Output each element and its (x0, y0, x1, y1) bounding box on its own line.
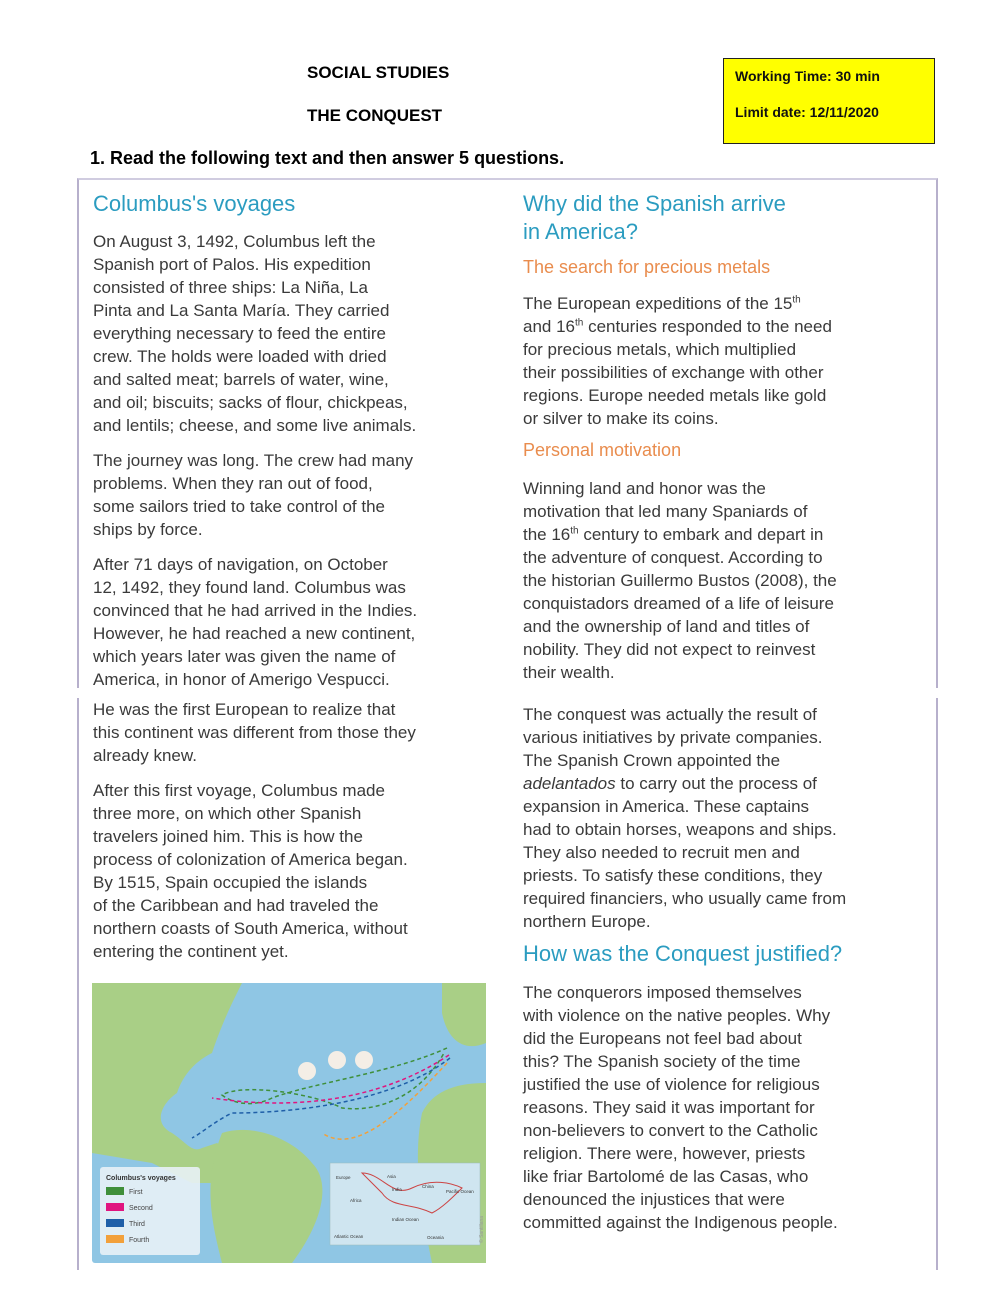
text-line: three more, on which other Spanish (93, 804, 362, 823)
paragraph (523, 703, 846, 933)
paragraph (93, 230, 416, 437)
text-line: and the ownership of land and titles of (523, 617, 810, 636)
text-line: justified the use of violence for religious (523, 1075, 820, 1094)
text-line: Spanish port of Palos. His expedition (93, 255, 371, 274)
text-line: ships by force. (93, 520, 203, 539)
text-line: However, he had reached a new continent, (93, 624, 416, 643)
text-line: consisted of three ships: La Niña, La (93, 278, 368, 297)
text-line: some sailors tried to take control of the (93, 497, 385, 516)
text-line: northern coasts of South America, without (93, 919, 408, 938)
legend-swatch (106, 1203, 124, 1211)
text-line: travelers joined him. This is how the (93, 827, 363, 846)
text-line: America, in honor of Amerigo Vespucci. (93, 670, 390, 689)
inset-label: India (392, 1187, 402, 1192)
text-line: After 71 days of navigation, on October (93, 555, 388, 574)
text-line: Pinta and La Santa María. They carried (93, 301, 390, 320)
legend-label: First (129, 1189, 143, 1196)
inset-label: Europe (336, 1175, 351, 1180)
text-line: various initiatives by private companies. (523, 728, 823, 747)
paragraph (523, 477, 837, 684)
text-line: motivation that led many Spaniards of (523, 502, 808, 521)
legend-swatch (106, 1235, 124, 1243)
text-line: and lentils; cheese, and some live animals. (93, 416, 417, 435)
text-line: conquistadors dreamed of a life of leisure (523, 594, 834, 613)
text-line: crew. The holds were loaded with dried (93, 347, 387, 366)
columbus-voyages-map (92, 983, 486, 1263)
text-line: nobility. They did not expect to reinvest (523, 640, 816, 659)
text-line: non-believers to convert to the Catholic (523, 1121, 818, 1140)
text-line: On August 3, 1492, Columbus left the (93, 232, 376, 251)
map-credit: © Santillana (479, 1215, 485, 1243)
text-line: the 16th century to embark and depart in (523, 525, 824, 544)
paragraph (523, 292, 832, 430)
text-line: had to obtain horses, weapons and ships. (523, 820, 837, 839)
text-line: for precious metals, which multiplied (523, 340, 797, 359)
paragraph (93, 698, 416, 767)
text-line: of the Caribbean and had traveled the (93, 896, 379, 915)
text-line: with violence on the native peoples. Why (523, 1006, 831, 1025)
topic-title: THE CONQUEST (307, 106, 443, 125)
legend-title: Columbus's voyages (106, 1175, 176, 1182)
paragraph (93, 779, 408, 963)
text-line: which years later was given the name of (93, 647, 396, 666)
text-line: this? The Spanish society of the time (523, 1052, 801, 1071)
inset-map (330, 1163, 480, 1245)
inset-label: Pacific Ocean (446, 1189, 474, 1194)
legend-label: Third (129, 1221, 145, 1228)
text-line: process of colonization of America began. (93, 850, 408, 869)
legend-swatch (106, 1187, 124, 1195)
text-line: adelantados to carry out the process of (523, 774, 817, 793)
working-time: Working Time: 30 min (735, 68, 880, 84)
legend-label: Second (129, 1205, 153, 1212)
text-line: The journey was long. The crew had many (93, 451, 414, 470)
text-line: Winning land and honor was the (523, 479, 766, 498)
text-line: The conquest was actually the result of (523, 705, 817, 724)
legend-label: Fourth (129, 1237, 150, 1244)
subheading-precious-metals: The search for precious metals (523, 257, 771, 277)
inset-label: Asia (387, 1174, 396, 1179)
text-line: entering the continent yet. (93, 942, 289, 961)
text-line: Why did the Spanish arrive (523, 191, 786, 216)
heading-columbus-voyages: Columbus's voyages (93, 191, 296, 216)
text-line: this continent was different from those they (93, 723, 416, 742)
text-line: and 16th centuries responded to the need (523, 317, 832, 336)
text-line: The conquerors imposed themselves (523, 983, 802, 1002)
text-line: and salted meat; barrels of water, wine, (93, 370, 389, 389)
subheading-personal-motivation: Personal motivation (523, 440, 682, 460)
text-line: convinced that he had arrived in the Indies. (93, 601, 418, 620)
text-line: in America? (523, 219, 638, 244)
text-line: and oil; biscuits; sacks of flour, chickpeas, (93, 393, 408, 412)
info-box (723, 58, 935, 144)
inset-label: Atlantic Ocean (334, 1234, 364, 1239)
paragraph (93, 449, 413, 541)
paragraph (523, 981, 838, 1234)
text-line: priests. To satisfy these conditions, they (523, 866, 823, 885)
subject-title: SOCIAL STUDIES (307, 63, 450, 82)
text-line: did the Europeans not feel bad about (523, 1029, 802, 1048)
text-line: the historian Guillermo Bustos (2008), the (523, 571, 837, 590)
text-line: By 1515, Spain occupied the islands (93, 873, 368, 892)
text-line: After this first voyage, Columbus made (93, 781, 385, 800)
text-line: He was the first European to realize that (93, 700, 396, 719)
text-line: the adventure of conquest. According to (523, 548, 823, 567)
heading-conquest-justified: How was the Conquest justified? (523, 941, 843, 966)
text-line: religion. There were, however, priests (523, 1144, 806, 1163)
text-line: regions. Europe needed metals like gold (523, 386, 827, 405)
inset-label: Oceania (427, 1235, 444, 1240)
text-line: committed against the Indigenous people. (523, 1213, 838, 1232)
text-line: or silver to make its coins. (523, 409, 719, 428)
instruction: 1. Read the following text and then answer 5 questions. (90, 148, 565, 168)
text-line: denounced the injustices that were (523, 1190, 785, 1209)
inset-label: Indian Ocean (392, 1217, 419, 1222)
text-line: reasons. They said it was important for (523, 1098, 815, 1117)
text-line: like friar Bartolomé de las Casas, who (523, 1167, 809, 1186)
text-line: They also needed to recruit men and (523, 843, 800, 862)
text-line: The European expeditions of the 15th (523, 294, 801, 313)
legend-swatch (106, 1219, 124, 1227)
text-line: expansion in America. These captains (523, 797, 810, 816)
text-line: already knew. (93, 746, 197, 765)
inset-label: Africa (350, 1198, 362, 1203)
limit-date: Limit date: 12/11/2020 (735, 104, 879, 120)
text-line: everything necessary to feed the entire (93, 324, 386, 343)
inset-label: China (422, 1184, 434, 1189)
text-line: their wealth. (523, 663, 615, 682)
map-legend (100, 1167, 200, 1255)
text-line: 12, 1492, they found land. Columbus was (93, 578, 406, 597)
text-line: their possibilities of exchange with other (523, 363, 824, 382)
text-line: The Spanish Crown appointed the (523, 751, 781, 770)
paragraph (93, 553, 417, 691)
heading-why-spanish (523, 190, 786, 246)
text-line: northern Europe. (523, 912, 651, 931)
text-line: problems. When they ran out of food, (93, 474, 373, 493)
text-line: required financiers, who usually came from (523, 889, 847, 908)
